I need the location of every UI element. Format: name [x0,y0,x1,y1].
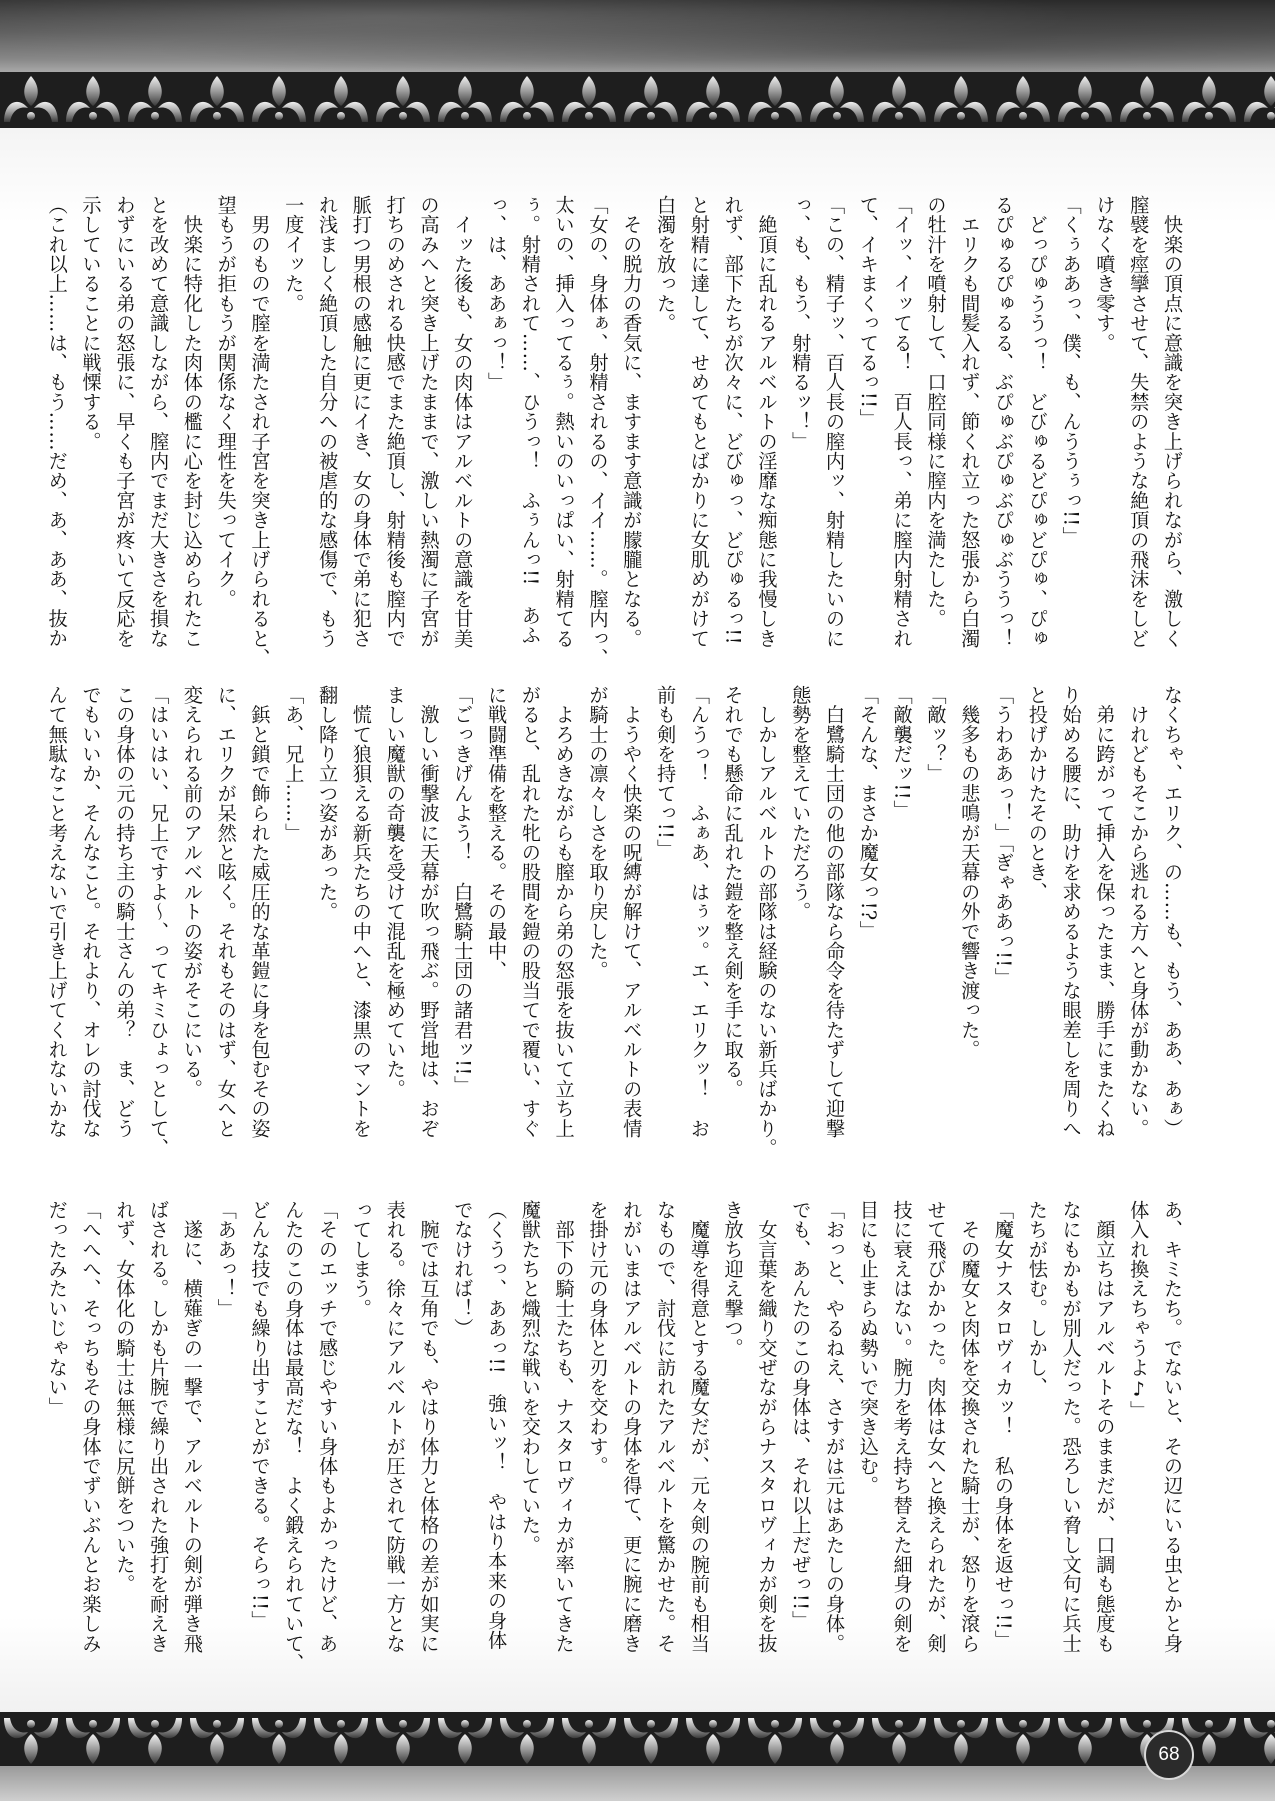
text-line: 「魔女ナスタロヴィカッ！ 私の身体を返せっ!!」 [992,1200,1016,1650]
text-line: 「うわああっ！」「ぎゃああっ!!」 [992,685,1016,988]
text-line: れず、女体化の騎士は無様に尻餅をついた。 [113,1200,137,1594]
text-line: 示していることに戦慄する。 [79,195,103,452]
text-line: 太いの、挿入ってるぅ。熱いのいっぱい、射精てる [552,195,576,649]
text-line: の牡汁を噴射して、口腔同様に膣内を満たした。 [924,195,948,629]
text-line: 「女の、身体ぁ、射精されるの、イイ……。膣内っ、 [586,195,610,668]
text-line: たちが怯む。しかし、 [1025,1200,1049,1397]
text-line: 魔導を得意とする魔女だが、元々剣の腕前も相当 [687,1200,711,1654]
text-line: でも、あんたのこの身体は、それ以上だぜっ!!」 [789,1200,813,1631]
text-line: 技に衰えはない。腕力を考え持ち替えた細身の剣を [890,1200,914,1654]
top-ornament-border [0,72,1275,128]
text-line: 「この、精子ッ、百人長の膣内ッ、射精したいのに [823,195,847,649]
text-line: けれどもそこから逃れる方へと身体が動かない。 [1127,685,1151,1139]
text-line: この身体の元の持ち主の騎士さんの弟？ ま、どう [113,685,137,1139]
text-line: ってしまう。 [349,1200,373,1319]
text-line: 腕では互角でも、やはり体力と体格の差が如実に [417,1200,441,1654]
text-line: 鋲と鎖で飾られた威圧的な革鎧に身を包むその姿 [248,685,272,1139]
text-line: 「ごっきげんよう！ 白鷺騎士団の諸君ッ!!」 [451,685,475,1096]
text-line: だったみたいじゃない」 [45,1200,69,1417]
text-line: に戦闘準備を整える。その最中、 [485,685,509,981]
text-line: 快楽に特化した肉体の檻に心を封じ込められたこ [180,195,204,649]
text-line: 望もうが拒もうが関係なく理性を失ってイク。 [214,195,238,609]
ornament-pattern-bottom [0,1712,1275,1768]
text-line: それでも懸命に乱れた鎧を整え剣を手に取る。 [721,685,745,1099]
text-line: 「はいはい、兄上ですよ～、ってキミひょっとして、 [147,685,171,1158]
text-line: ぅ。射精されて……、ひうっ！ ふぅんっ!! あふ [518,195,542,645]
text-line: 前も剣を持てっ!!」 [654,685,678,860]
text-line: なもので、討伐に訪れたアルベルトを驚かせた。そ [654,1200,678,1654]
text-line: 快楽の頂点に意識を突き上げられながら、激しく [1161,195,1184,649]
text-column-3 [40,1200,1189,1720]
text-line: とを改めて意識しながら、膣内でまだ大きさを損な [147,195,171,649]
header-artwork [0,0,1275,80]
text-line: き放ち迎え撃つ。 [721,1200,745,1358]
text-line: っ、も、もう、射精るッ！」 [789,195,813,452]
text-line: 一度イッた。 [282,195,306,314]
text-line: 魔獣たちと熾烈な戦いを交わしていた。 [518,1200,542,1555]
text-line: どんな技でも繰り出すことができる。そらっ!!」 [248,1200,272,1631]
text-line: 「おっと、やるねえ、さすがは元はあたしの身体。 [823,1200,847,1654]
text-line: 遂に、横薙ぎの一撃で、アルベルトの剣が弾き飛 [180,1200,204,1654]
text-line: せて飛びかかった。肉体は女へと換えられたが、剣 [924,1200,948,1654]
text-line: 部下の騎士たちも、ナスタロヴィカが率いてきた [552,1200,576,1654]
text-line: れ浅ましく絶頂した自分への被虐的な感傷で、もう [316,195,340,649]
text-line: 膣襞を痙攣させて、失禁のような絶頂の飛沫をしど [1127,195,1151,649]
text-line: 「くぅああっ、僕、も、んううぅっ!!」 [1059,195,1083,547]
text-line: んて無駄なこと考えないで引き上げてくれないかな [45,685,69,1139]
text-line: 「あ、兄上……」 [282,685,306,843]
text-line: どっぴゅううっ！ どびゅるどぴゅどぴゅ、ぴゅ [1025,195,1049,649]
text-line: を掛け元の身体と刃を交わす。 [586,1200,610,1476]
text-line: 「へへへ、そっちもその身体でずいぶんとお楽しみ [79,1200,103,1654]
text-line: 態勢を整えていただろう。 [789,685,813,922]
text-line: 「イッ、イッてる！ 百人長っ、弟に膣内射精され [890,195,914,649]
bottom-ornament-border [0,1712,1275,1768]
text-line: 翻し降り立つ姿があった。 [316,685,340,922]
text-line: あ、キミたち。でないと、その辺にいる虫とかと身 [1161,1200,1184,1654]
text-line: ばされる。しかも片腕で繰り出された強打を耐えき [147,1200,171,1654]
text-line: れがいまはアルベルトの身体を得て、更に腕に磨き [620,1200,644,1654]
text-line: 弟に跨がって挿入を保ったまま、勝手にまたくね [1093,685,1117,1139]
text-line: 絶頂に乱れるアルベルトの淫靡な痴態に我慢しき [755,195,779,649]
text-line: 激しい衝撃波に天幕が吹っ飛ぶ。野営地は、おぞ [417,685,441,1139]
text-column-1 [40,195,1189,715]
text-line: り始める腰に、助けを求めるような眼差しを周りへ [1059,685,1083,1139]
text-line: て、イキまくってるっ!!」 [856,195,880,429]
text-line: 男のもので膣を満たされ子宮を突き上げられると、 [248,195,272,668]
text-line: 「ああっ！」 [214,1200,238,1319]
text-line: ましい魔獣の奇襲を受けて混乱を極めていた。 [383,685,407,1099]
text-line: エリクも間髪入れず、節くれ立った怒張から白濁 [958,195,982,649]
text-line: ようやく快楽の呪縛が解けて、アルベルトの表情 [620,685,644,1139]
text-column-2 [40,685,1189,1205]
text-line: っ、は、ああぁっ！」 [485,195,509,392]
text-line: でもいいか、そんなこと。それより、オレの討伐な [79,685,103,1139]
text-line: （これ以上……は、もう……だめ、あ、ああ、抜か [45,195,69,649]
text-line: の高みへと突き上げたままで、激しい熱濁に子宮が [417,195,441,649]
text-line: 脈打つ男根の感触に更にイき、女の身体で弟に犯さ [349,195,373,649]
text-line: （くうっ、ああっ!! 強いッ！ やはり本来の身体 [485,1200,509,1650]
text-line: その魔女と肉体を交換された騎士が、怒りを滾ら [958,1200,982,1654]
text-line: 「そんな、まさか魔女っ!?」 [856,685,880,941]
text-line: イッた後も、女の肉体はアルベルトの意識を甘美 [451,195,475,649]
text-line: けなく噴き零す。 [1093,195,1117,353]
text-line: と射精に達して、せめてもとばかりに女肌めがけて [687,195,711,649]
text-line: 「敵襲だッ!!」 [890,685,914,820]
footer-band [0,1766,1275,1801]
text-line: 表れる。徐々にアルベルトが圧されて防戦一方とな [383,1200,407,1654]
text-line: に、エリクが呆然と呟く。それもそのはず、女へと [214,685,238,1139]
text-line: るぴゅるぴゅるる、ぶぴゅぶぴゅぶぴゅぶううっ！ [992,195,1016,649]
text-line: なにもかもが別人だった。恐ろしい脅し文句に兵士 [1059,1200,1083,1654]
text-line: 「敵ッ？」 [924,685,948,784]
page-number-badge: 68 [1144,1730,1194,1780]
text-line: 幾多もの悲鳴が天幕の外で響き渡った。 [958,685,982,1060]
text-line: 白鷺騎士団の他の部隊なら命令を待たずして迎撃 [823,685,847,1139]
text-line: 顔立ちはアルベルトそのままだが、口調も態度も [1093,1200,1117,1654]
text-line: 白濁を放った。 [654,195,678,333]
text-line: 体入れ換えちゃうよ♪」 [1127,1200,1151,1421]
text-line: なくちゃ、エリク、の……も、もう、ああ、あぁ） [1161,685,1184,1139]
text-line: と投げかけたそのとき、 [1025,685,1049,902]
text-line: 慌て狼狽える新兵たちの中へと、漆黒のマントを [349,685,373,1139]
ornament-pattern-top [0,72,1275,128]
text-line: しかしアルベルトの部隊は経験のない新兵ばかり。 [755,685,779,1158]
text-line: 打ちのめされる快感でまた絶頂し、射精後も膣内で [383,195,407,649]
text-line: その脱力の香気に、ますます意識が朦朧となる。 [620,195,644,649]
text-line: 女言葉を織り交ぜながらナスタロヴィカが剣を抜 [755,1200,779,1654]
text-line: れず、部下たちが次々に、どびゅっ、どぴゅるっ!! [721,195,745,645]
text-line: が騎士の凛々しさを取り戻した。 [586,685,610,981]
text-line: 目にも止まらぬ勢いで突き込む。 [856,1200,880,1496]
text-line: がると、乱れた牝の股間を鎧の股当てで覆い、すぐ [518,685,542,1139]
text-line: 「そのエッチで感じやすい身体もよかったけど、あ [316,1200,340,1654]
text-line: わずにいる弟の怒張に、早くも子宮が疼いて反応を [113,195,137,649]
text-line: 「んうっ！ ふぁあ、はぅッ。エ、エリクッ！ お [687,685,711,1139]
text-line: よろめきながらも膣から弟の怒張を抜いて立ち上 [552,685,576,1139]
text-line: んたのこの身体は最高だな！ よく鍛えられていて、 [282,1200,306,1673]
text-line: 変えられる前のアルベルトの姿がそこにいる。 [180,685,204,1099]
text-line: でなければ！） [451,1200,475,1338]
